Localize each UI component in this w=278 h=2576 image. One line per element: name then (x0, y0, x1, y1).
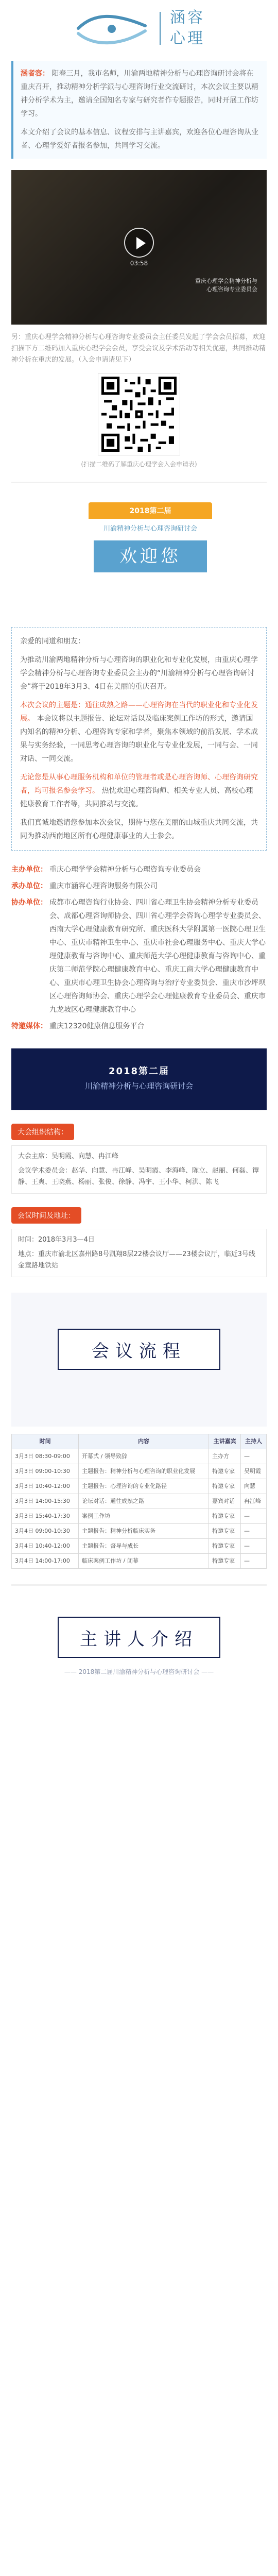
organization-committee: 会议学术委员会：赵华、向慧、冉江峰、吴明霞、李海峰、陈立、赵丽、何磊、谭静、王爽、王晓燕、杨丽、张俊、徐静、冯宇、王小华、柯洪、陈飞 (18, 1167, 259, 1186)
letter-theme: 本次会议的主题是：通往成熟之路——心理咨询在当代的职业化和专业化发展。 (20, 701, 258, 723)
agenda-cell: 3月3日 09:00-10:30 (12, 1464, 79, 1479)
brand-name (170, 8, 205, 49)
co-organizer-label: 协办单位： (11, 899, 47, 907)
banner-card (89, 502, 212, 590)
agenda-cell: 3月4日 14:00-17:00 (12, 1554, 79, 1569)
organizer-value: 重庆市涵容心理咨询服务有限公司 (49, 882, 158, 890)
agenda-table (11, 1434, 267, 1569)
agenda-cell: 论坛对话：通往成熟之路 (79, 1494, 209, 1509)
intro-label: 涵者容： (21, 70, 49, 78)
letter-paragraph-3-text: 热忱欢迎心理咨询师、相关专业人员、高校心理健康教育工作者等，共同推动与交流。 (20, 787, 253, 808)
agenda-cell: 特邀专家 (209, 1479, 241, 1494)
agenda-cell: 特邀专家 (209, 1464, 241, 1479)
video-caption-line2: 心理咨询专业委员会 (206, 286, 257, 293)
agenda-header-content: 内容 (79, 1434, 209, 1449)
table-row (12, 1554, 267, 1569)
media-label: 特邀媒体： (11, 1022, 47, 1030)
speakers-heading-block (11, 1584, 267, 1698)
play-icon[interactable] (124, 228, 154, 258)
table-row (12, 1479, 267, 1494)
agenda-cell: 冉江峰 (241, 1494, 267, 1509)
qr-wrap (11, 373, 267, 455)
letter-paragraph-2-text: 本会议将以主题报告、论坛对话以及临床案例工作坊的形式，邀请国内知名的精神分析、心理咨询专家和学者，聚焦本领域的前沿发展、学术成果与实务经验，一同思考心理咨询的职业化与专业化发展，一同与会、一同对话、一同交流。 (20, 715, 258, 763)
agenda-cell: 3月3日 08:30-09:00 (12, 1449, 79, 1464)
invitation-letter (11, 627, 267, 851)
membership-note: 另：重庆心理学会精神分析与心理咨询专业委员会主任委员发起了学会会员招募，欢迎扫描下方二维码加入重庆心理学会会员，享受会议及学术活动等相关优惠，共同推动精神分析在重庆的发展。（入会申请请见下） (11, 333, 266, 364)
host-label: 主办单位： (11, 866, 47, 874)
agenda-cell: 特邀专家 (209, 1539, 241, 1554)
agenda-cell: 主题报告：精神分析临床实务 (79, 1524, 209, 1539)
agenda-heading: 会议流程 (58, 1329, 220, 1370)
agenda-header-time: 时间 (12, 1434, 79, 1449)
host-row (11, 863, 267, 876)
agenda-cell: 特邀专家 (209, 1509, 241, 1524)
organization-chairs: 大会主席：吴明霞、向慧、冉江峰 (18, 1153, 119, 1160)
agenda-cell: — (241, 1509, 267, 1524)
conference-time: 时间：2018年3月3—4日 (18, 1236, 95, 1244)
agenda-cell: 主题报告：心理咨询的专业化路径 (79, 1479, 209, 1494)
agenda-cell: 特邀专家 (209, 1554, 241, 1569)
brand-name-line2: 心理 (170, 29, 205, 47)
welcome-banner (11, 482, 267, 616)
agenda-cell: 主题报告：精神分析与心理咨询的职业化发展 (79, 1464, 209, 1479)
video-caption (195, 277, 257, 294)
table-row (12, 1524, 267, 1539)
letter-salutation: 亲爱的同道和朋友： (20, 637, 85, 646)
time-place-section (11, 1207, 267, 1277)
qr-code-icon[interactable] (98, 373, 180, 455)
agenda-header-row (12, 1434, 267, 1449)
organizer-row (11, 879, 267, 893)
media-row (11, 1020, 267, 1033)
agenda-cell: — (241, 1539, 267, 1554)
agenda-cell: — (241, 1554, 267, 1569)
banner-year: 2018第二届 (89, 502, 212, 519)
agenda-cell: 临床案例工作坊 / 闭幕 (79, 1554, 209, 1569)
organization-heading: 大会组织结构： (11, 1124, 74, 1140)
speakers-subtitle: —— 2018第二届川渝精神分析与心理咨询研讨会 —— (64, 1668, 214, 1675)
speakers-heading: 主讲人介绍 (58, 1617, 220, 1658)
video-duration: 03:58 (130, 260, 148, 267)
table-row (12, 1449, 267, 1464)
conference-banner-title: 川渝精神分析与心理咨询研讨会 (84, 1081, 193, 1091)
agenda-header-host: 主持人 (241, 1434, 267, 1449)
agenda-heading-block (11, 1293, 267, 1427)
agenda-cell: 特邀专家 (209, 1524, 241, 1539)
table-row (12, 1509, 267, 1524)
agenda-cell: — (241, 1524, 267, 1539)
brand-logo-icon (73, 10, 150, 46)
conference-banner (11, 1048, 267, 1110)
letter-audience: 无论您是从事心理服务机构和单位的管理者或是心理咨询师、心理咨询研究者，均可报名参会学习。 (20, 773, 258, 795)
brand-header (0, 0, 278, 57)
agenda-cell: 嘉宾对话 (209, 1494, 241, 1509)
brand-name-line1: 涵容 (170, 9, 205, 27)
intro-block (11, 61, 267, 159)
intro-paragraph-1 (21, 67, 259, 121)
letter-paragraph-3 (20, 771, 258, 811)
banner-title: 川渝精神分析与心理咨询研讨会 (103, 525, 197, 533)
table-row (12, 1464, 267, 1479)
time-place-box (11, 1229, 267, 1277)
agenda-cell: 案例工作坊 (79, 1509, 209, 1524)
letter-paragraph-2 (20, 699, 258, 766)
agenda-cell: 主题报告：督导与成长 (79, 1539, 209, 1554)
video-caption-line1: 重庆心理学会精神分析与 (195, 278, 257, 284)
banner-divider (11, 482, 267, 483)
agenda-table-wrap (11, 1434, 267, 1569)
conference-place: 地点：重庆市渝北区嘉州路8号凯翔8层22楼会议厅——23楼会议厅，临近3号线金童路地铁站 (18, 1250, 255, 1269)
intro-text-1: 阳春三月，我市名师，川渝两地精神分析与心理咨询研讨会将在重庆召开，推动精神分析学派与心理咨询行业交流研讨，本次会议主要以精神分析学术为主，邀请全国知名专家与研究者作专题报告，同时开展工作坊学习。 (21, 70, 258, 118)
co-organizer-row (11, 896, 267, 1016)
qr-caption: (扫描二维码了解重庆心理学会入会申请表) (81, 461, 197, 468)
brand-divider (160, 12, 161, 45)
banner-welcome: 欢迎您 (94, 540, 207, 572)
time-place-heading: 会议时间及地址： (11, 1207, 81, 1224)
table-row (12, 1539, 267, 1554)
letter-paragraph-1: 为推动川渝两地精神分析与心理咨询的职业化和专业化发展，由重庆心理学学会精神分析与心理咨询专业委员会主办的“川渝精神分析与心理咨询研讨会”将于2018年3月3、4日在美丽的重庆召开。 (20, 656, 258, 691)
media-value: 重庆12320健康信息服务平台 (49, 1022, 145, 1030)
intro-paragraph-2: 本文介绍了会议的基本信息、议程安排与主讲嘉宾，欢迎各位心理咨询从业者、心理学爱好者报名参加，共同学习交流。 (21, 128, 258, 150)
co-organizer-value: 成都市心理咨询行业协会、四川省心理卫生协会精神分析专业委员会、成都心理咨询师协会、四川省心理学会咨询心理学专业委员会、西南大学心理健康教育研究所、重庆医科大学附属第一医院心理卫生中心、重庆市精神卫生中心、重庆市社会心理服务中心、重庆大学心理健康教育与咨询中心、重庆师范大学心理健康教育与咨询中心、重庆第二师范学院心理健康教育中心、重庆工商大学心理健康教育中心、重庆市心理卫生协会心理咨询与治疗专业委员会、重庆市沙坪坝区心理咨询师协会、重庆心理学会心理健康教育专业委员会、重庆市九龙坡区心理健康教育中心 (49, 899, 266, 1014)
agenda-cell: 3月3日 15:40-17:30 (12, 1509, 79, 1524)
agenda-cell: 3月3日 10:40-12:00 (12, 1479, 79, 1494)
video-player[interactable] (11, 170, 267, 325)
organization-section (11, 1124, 267, 1194)
agenda-cell: 主办方 (209, 1449, 241, 1464)
host-value: 重庆心理学学会精神分析与心理咨询专业委员会 (49, 866, 201, 874)
agenda-cell: 吴明霞 (241, 1464, 267, 1479)
agenda-cell: 向慧 (241, 1479, 267, 1494)
organizer-label: 承办单位： (11, 882, 47, 890)
organizer-info (11, 863, 267, 1033)
agenda-cell: — (241, 1449, 267, 1464)
agenda-cell: 开幕式 / 领导致辞 (79, 1449, 209, 1464)
agenda-header-speaker: 主讲嘉宾 (209, 1434, 241, 1449)
table-row (12, 1494, 267, 1509)
agenda-cell: 3月4日 09:00-10:30 (12, 1524, 79, 1539)
agenda-cell: 3月4日 10:40-12:00 (12, 1539, 79, 1554)
conference-banner-year: 2018第二届 (108, 1066, 170, 1077)
organization-box (11, 1145, 267, 1194)
conference-banner-text (11, 1064, 267, 1091)
agenda-cell: 3月3日 14:00-15:30 (12, 1494, 79, 1509)
letter-paragraph-4: 我们真诚地邀请您参加本次会议，期待与您在美丽的山城重庆共同交流，共同为推动西南地区所有心理健康事业的人士参会。 (20, 819, 258, 840)
